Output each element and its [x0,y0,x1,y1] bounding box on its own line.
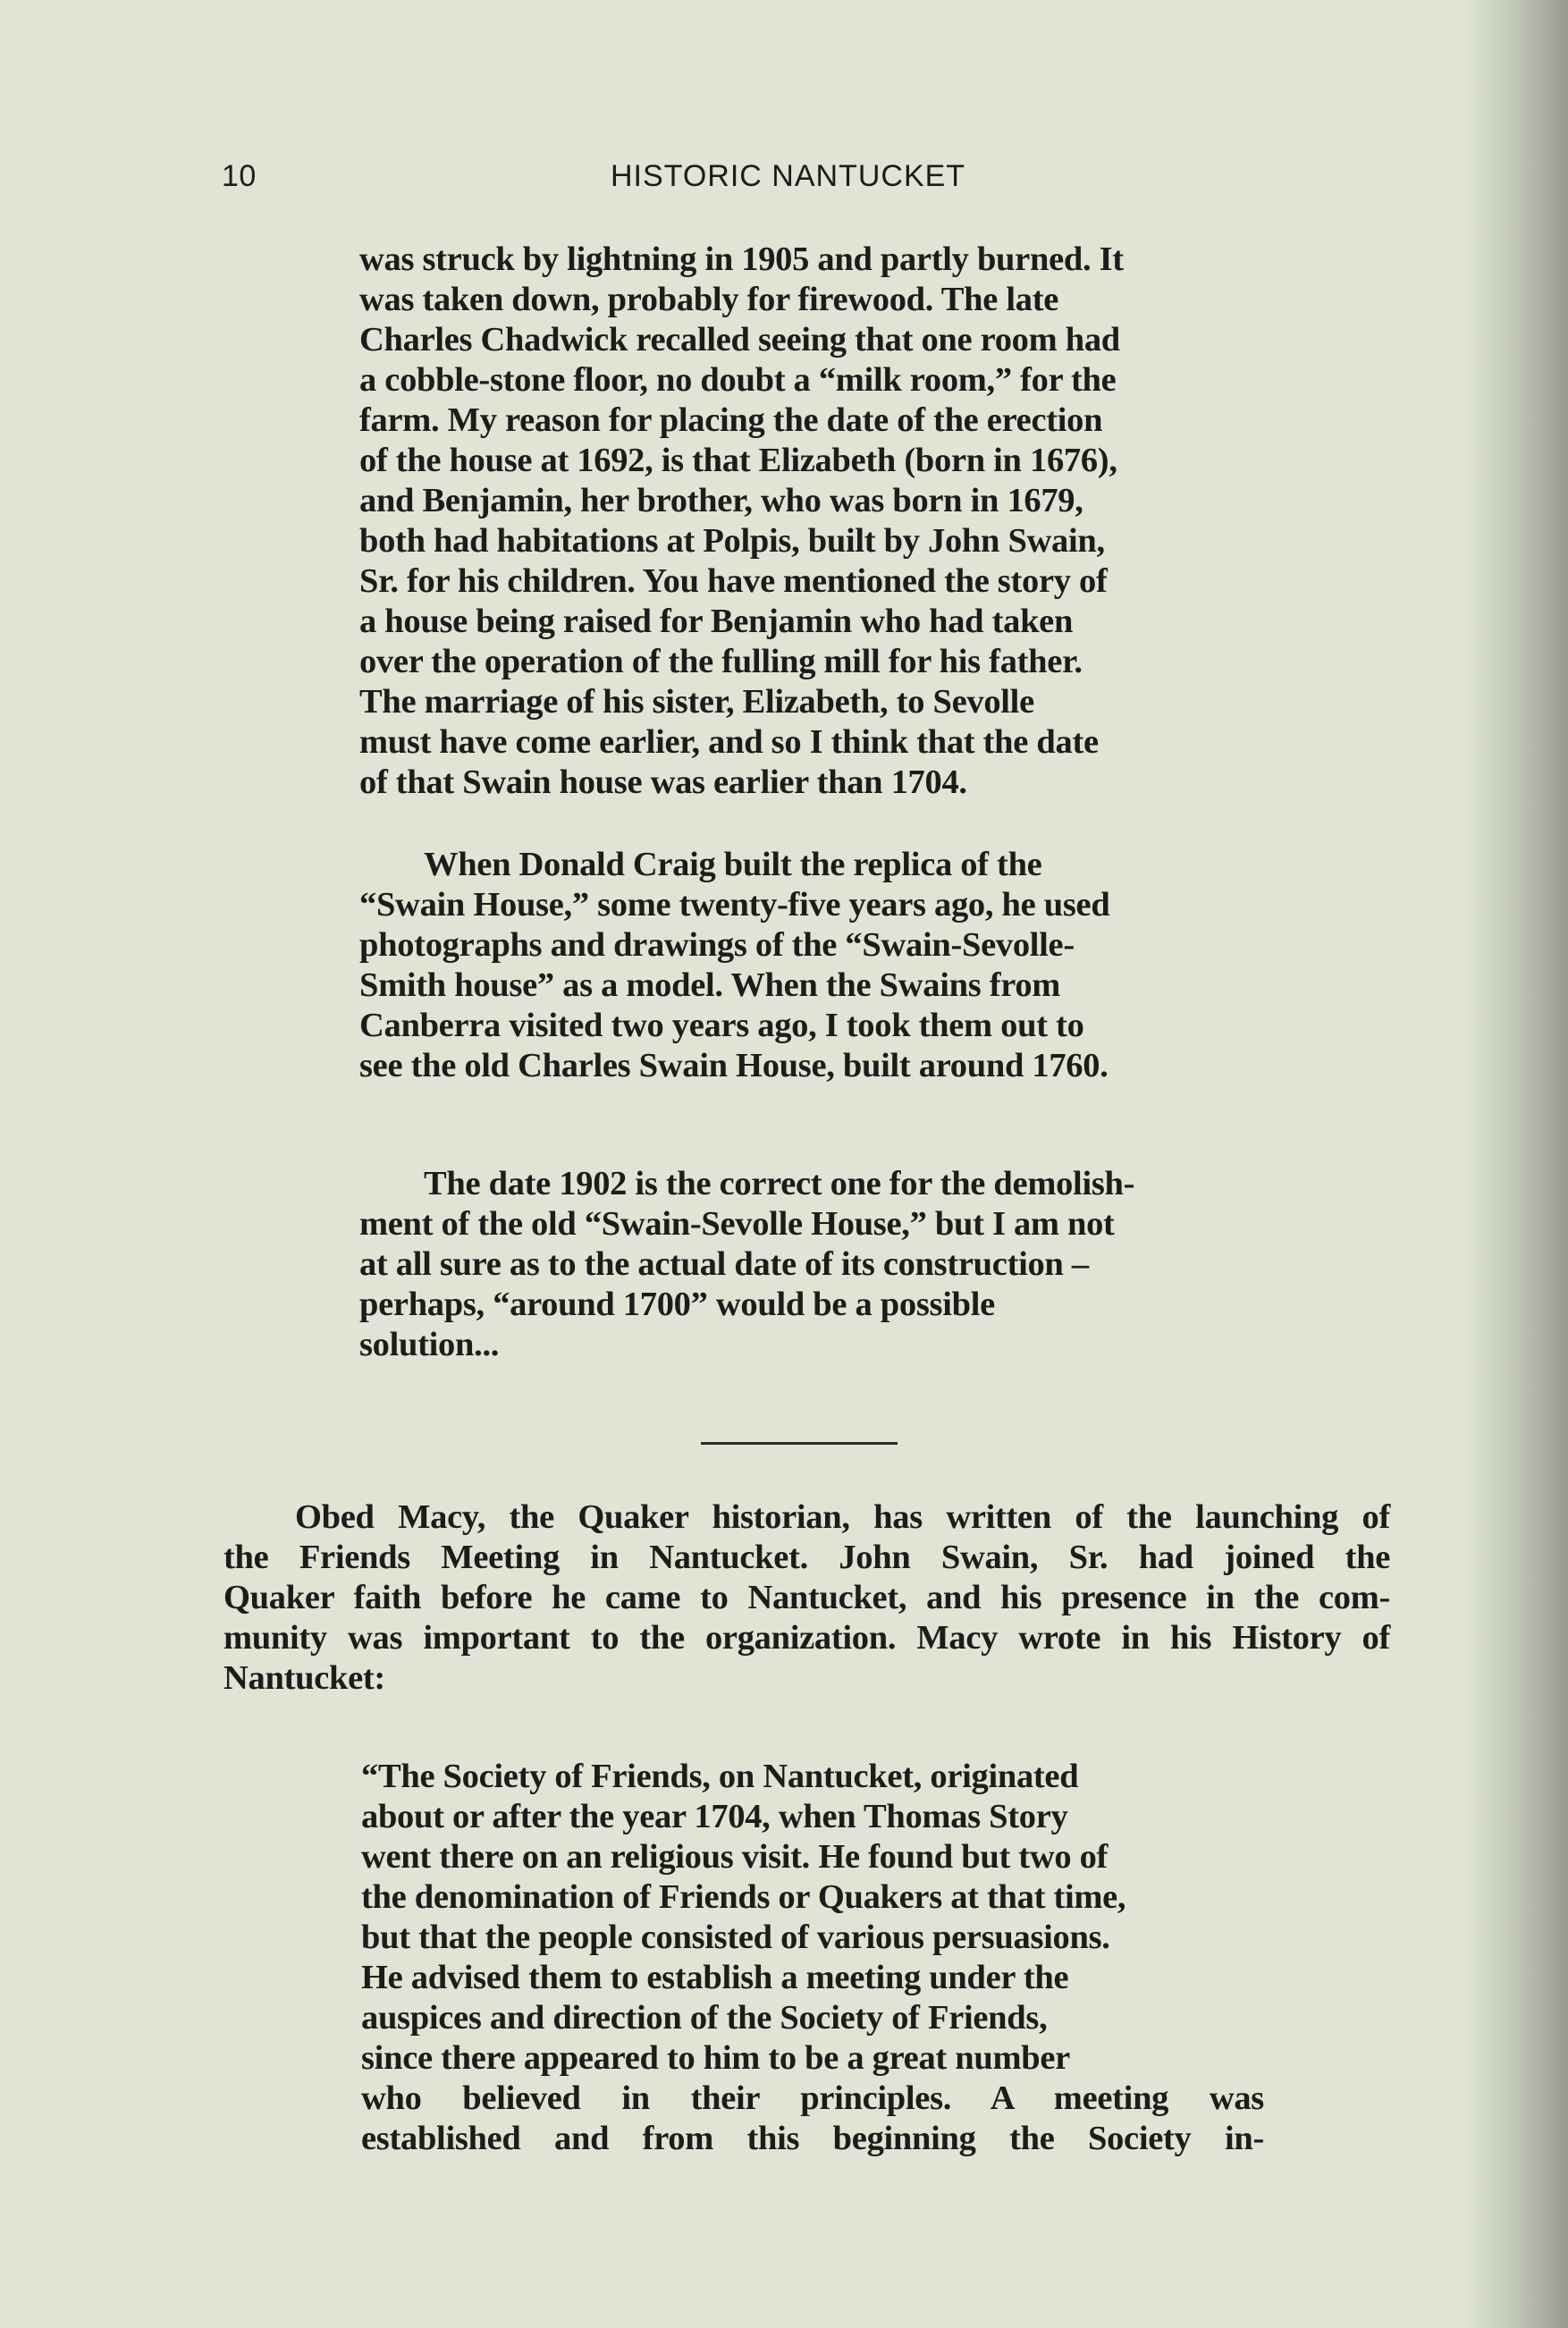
macy-quotation [361,1757,1264,2159]
body-paragraph [223,1497,1390,1699]
letter-excerpt-paragraph-1 [359,240,1253,803]
text-line: auspices and direction of the Society of Friends, [361,1999,1048,2037]
page-number: 10 [222,159,257,193]
text-line: was taken down, probably for firewood. The late [359,281,1059,318]
text-line: at all sure as to the actual date of its construction – [359,1245,1089,1283]
text-line: Smith house” as a model. When the Swains from [359,966,1061,1004]
text-line: went there on an religious visit. He found but two of [361,1838,1109,1876]
text-line: the denomination of Friends or Quakers at that time, [361,1878,1126,1916]
text-line: since there appeared to him to be a great number [361,2039,1070,2077]
section-divider [701,1442,898,1445]
text-line: “Swain House,” some twenty-five years ago, he used [359,886,1110,924]
text-line: a house being raised for Benjamin who had taken [359,603,1074,640]
text-line: farm. My reason for placing the date of the erection [359,401,1103,439]
text-line: established and from this beginning the Society in- [361,2120,1264,2157]
text-line: Quaker faith before he came to Nantucket, and his presence in the com- [223,1579,1390,1616]
text-line: who believed in their principles. A meeting was [361,2079,1264,2117]
letter-excerpt-paragraph-2 [359,845,1253,1086]
text-line: and Benjamin, her brother, who was born in 1679, [359,482,1083,519]
text-line: Sr. for his children. You have mentioned the story of [359,562,1108,600]
text-line: The date 1902 is the correct one for the demolish- [424,1165,1135,1202]
letter-excerpt-paragraph-3 [359,1164,1253,1365]
text-line: must have come earlier, and so I think that the date [359,723,1099,761]
text-line: over the operation of the fulling mill for his father. [359,643,1083,680]
text-line: Charles Chadwick recalled seeing that one room had [359,321,1120,358]
text-line: about or after the year 1704, when Thomas Story [361,1798,1068,1835]
text-line: both had habitations at Polpis, built by John Swain, [359,522,1105,560]
text-line: Obed Macy, the Quaker historian, has written of the launching of [295,1498,1390,1536]
text-line: ment of the old “Swain-Sevolle House,” but I am not [359,1205,1115,1243]
text-line: was struck by lightning in 1905 and partly burned. It [359,240,1124,278]
text-line: “The Society of Friends, on Nantucket, originated [361,1758,1079,1795]
text-line: He advised them to establish a meeting under the [361,1959,1069,1996]
text-line: of that Swain house was earlier than 1704. [359,763,967,801]
text-line: of the house at 1692, is that Elizabeth (born in 1676), [359,442,1117,479]
text-line: Nantucket: [223,1659,385,1697]
running-title: HISTORIC NANTUCKET [611,159,966,193]
text-line: see the old Charles Swain House, built around 1760. [359,1047,1109,1084]
text-line: munity was important to the organization. Macy wrote in his History of [223,1619,1390,1657]
text-line: a cobble-stone floor, no doubt a “milk room,” for the [359,361,1117,399]
text-line: perhaps, “around 1700” would be a possible [359,1286,995,1323]
text-line: The marriage of his sister, Elizabeth, to Sevolle [359,683,1034,721]
text-line: When Donald Craig built the replica of the [424,846,1042,883]
page-header [222,159,1241,200]
text-line: the Friends Meeting in Nantucket. John Swain, Sr. had joined the [223,1539,1390,1576]
text-line: solution... [359,1326,500,1363]
text-line: photographs and drawings of the “Swain-Sevolle- [359,926,1075,964]
text-line: Canberra visited two years ago, I took them out to [359,1007,1084,1044]
text-line: but that the people consisted of various persuasions. [361,1919,1110,1956]
